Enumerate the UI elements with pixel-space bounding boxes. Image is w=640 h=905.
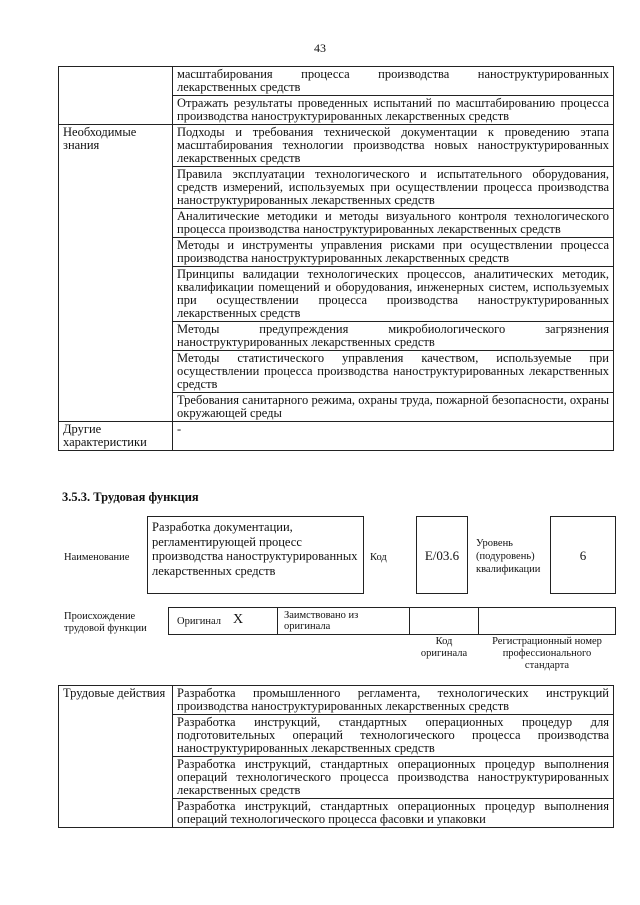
name-box (147, 516, 364, 594)
code-label: Код (370, 552, 387, 563)
table-row (59, 125, 614, 167)
original-label: Оригинал (177, 616, 221, 627)
original-mark: X (233, 612, 244, 627)
reg-number-caption: Регистрационный номер профессионального стандарта (492, 636, 602, 671)
level-value: 6 (579, 547, 587, 563)
table-cell: Разработка инструкций, стандартных операционных процедур выполнения операций технологического процесса производства наноструктурированных лекарственных средств (173, 757, 614, 799)
table-cell: масштабирования процесса производства наноструктурированных лекарственных средств (173, 67, 614, 96)
level-box (550, 516, 616, 594)
table-row (59, 422, 614, 451)
borrowed-box (277, 607, 410, 635)
code-value: E/03.6 (424, 547, 460, 563)
table-cell: Подходы и требования технической документации к проведению этапа масштабирования технологии производства новых наноструктурированных лекарственных средств (173, 125, 614, 167)
level-label: Уровень (подуровень) квалификации (476, 538, 541, 575)
row-label-labor-actions: Трудовые действия (59, 686, 173, 828)
code-box (416, 516, 468, 594)
skills-knowledge-table (58, 66, 614, 451)
name-label: Наименование (64, 552, 130, 563)
table-cell: Правила эксплуатации технологического и испытательного оборудования, средств измерений, используемых при осуществлении процесса производства наноструктурированных лекарственных средств (173, 167, 614, 209)
table-cell: Методы предупреждения микробиологического загрязнения наноструктурированных лекарственных средств (173, 322, 614, 351)
table-cell: Методы и инструменты управления рисками при осуществлении процесса производства наноструктурированных лекарственных средств (173, 238, 614, 267)
table-row (59, 686, 614, 715)
table-cell: Отражать результаты проведенных испытаний по масштабированию процесса производства наноструктурированных лекарственных средств (173, 96, 614, 125)
table-cell: - (173, 422, 614, 451)
section-title: 3.5.3. Трудовая функция (62, 490, 199, 504)
original-box (168, 607, 278, 635)
table-cell: Аналитические методики и методы визуального контроля технологического процесса производства наноструктурированных лекарственных средств (173, 209, 614, 238)
table-cell: Требования санитарного режима, охраны труда, пожарной безопасности, охраны окружающей среды (173, 393, 614, 422)
table-row (59, 67, 614, 96)
name-value: Разработка документации, регламентирующей процесс производства наноструктурированных лекарственных средств (152, 520, 358, 578)
reg-number-box (478, 607, 616, 635)
code-original-caption: Код оригинала (420, 636, 468, 659)
code-original-box (409, 607, 479, 635)
table-cell: Разработка промышленного регламента, технологических инструкций производства наноструктурированных лекарственных средств (173, 686, 614, 715)
origin-label: Происхождение трудовой функции (64, 611, 147, 634)
table-cell: Методы статистического управления качеством, используемые при осуществлении процесса производства наноструктурированных лекарственных средств (173, 351, 614, 393)
table-cell: Разработка инструкций, стандартных операционных процедур для подготовительных операций технологического процесса производства наноструктурированных лекарственных средств (173, 715, 614, 757)
page-number: 43 (314, 41, 326, 55)
row-label-knowledge: Необходимые знания (59, 125, 173, 422)
row-label-other: Другие характеристики (59, 422, 173, 451)
borrowed-label: Заимствовано из оригинала (284, 610, 359, 632)
row-label-empty (59, 67, 173, 125)
table-cell: Разработка инструкций, стандартных операционных процедур выполнения операций технологического процесса фасовки и упаковки (173, 799, 614, 828)
table-cell: Принципы валидации технологических процессов, аналитических методик, квалификации помещений и оборудования, инженерных систем, используемых при осуществлении процесса производства наноструктурированных лекарственных средств (173, 267, 614, 322)
labor-actions-table (58, 685, 614, 828)
